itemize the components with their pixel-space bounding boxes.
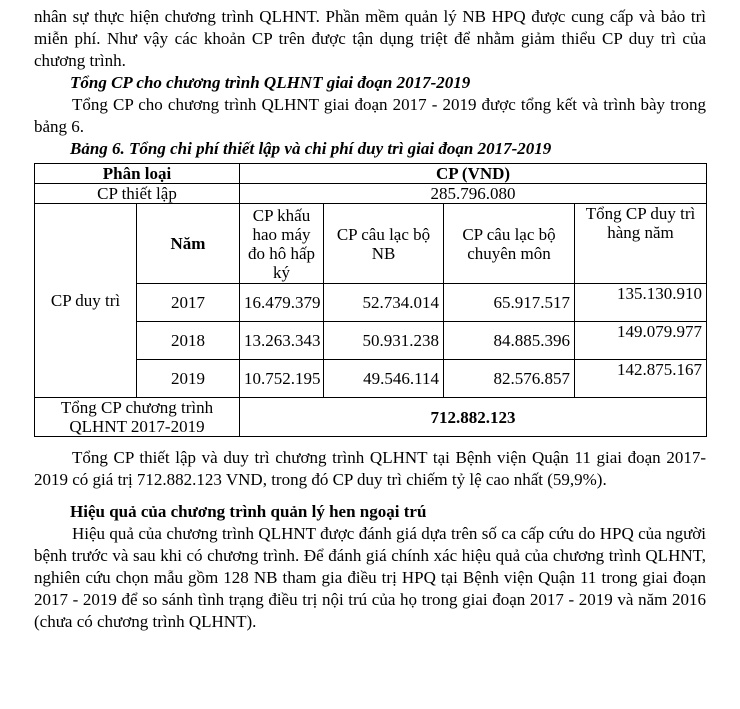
setup-cost-value: 285.796.080	[240, 184, 707, 204]
subheading-total-cost: Tổng CP cho chương trình QLHNT giai đoạn 2017-2019	[70, 73, 471, 92]
row-year: 2018	[137, 322, 240, 360]
setup-cost-label: CP thiết lập	[35, 184, 240, 204]
row-annual-total: 135.130.910	[575, 284, 707, 322]
header-category: Phân loại	[35, 164, 240, 184]
row-depreciation: 13.263.343	[240, 322, 324, 360]
row-annual-total: 142.875.167	[575, 360, 707, 398]
row-patient-club: 50.931.238	[324, 322, 444, 360]
paragraph-summary: Tổng CP thiết lập và duy trì chương trình QLHNT tại Bệnh viện Quận 11 giai đoạn 2017-2019 có giá trị 712.882.123 VND, trong đó CP duy trì chiếm tỷ lệ cao nhất (59,9%).	[34, 448, 706, 489]
row-depreciation: 16.479.379	[240, 284, 324, 322]
col-depreciation: CP khấu hao máy đo hô hấp ký	[240, 204, 324, 284]
row-depreciation: 10.752.195	[240, 360, 324, 398]
table-caption: Bảng 6. Tổng chi phí thiết lập và chi phí duy trì giai đoạn 2017-2019	[70, 139, 552, 158]
paragraph-total-cost: Tổng CP cho chương trình QLHNT giai đoạn 2017 - 2019 được tổng kết và trình bày trong bảng 6.	[34, 95, 706, 136]
row-annual-total: 149.079.977	[575, 322, 707, 360]
row-year: 2019	[137, 360, 240, 398]
row-expert-club: 82.576.857	[444, 360, 575, 398]
maintenance-cost-label: CP duy trì	[35, 204, 137, 398]
section-heading-effectiveness: Hiệu quả của chương trình quản lý hen ngoại trú	[70, 502, 427, 521]
row-expert-club: 65.917.517	[444, 284, 575, 322]
program-total-value: 712.882.123	[240, 398, 707, 437]
cost-table	[34, 163, 707, 437]
paragraph-intro: nhân sự thực hiện chương trình QLHNT. Phần mềm quản lý NB HPQ được cung cấp và bảo trì miễn phí. Như vậy các khoản CP trên được tận dụng triệt để nhằm giảm thiểu CP duy trì của chương trình.	[34, 7, 706, 70]
row-expert-club: 84.885.396	[444, 322, 575, 360]
col-year: Năm	[137, 204, 240, 284]
paragraph-effectiveness: Hiệu quả của chương trình QLHNT được đánh giá dựa trên số ca cấp cứu do HPQ của người bệnh trước và sau khi có chương trình. Để đánh giá chính xác hiệu quả của chương trình QLHNT, nghiên cứu chọn mẫu gồm 128 NB tham gia điều trị HPQ tại Bệnh viện Quận 11 trong giai đoạn 2017 - 2019 để so sánh tình trạng điều trị nội trú của họ trong giai đoạn 2017 - 2019 và năm 2016 (chưa có chương trình QLHNT).	[34, 524, 706, 631]
row-patient-club: 49.546.114	[324, 360, 444, 398]
col-annual-total: Tổng CP duy trì hàng năm	[575, 204, 707, 284]
col-expert-club: CP câu lạc bộ chuyên môn	[444, 204, 575, 284]
header-cost: CP (VND)	[240, 164, 707, 184]
row-patient-club: 52.734.014	[324, 284, 444, 322]
row-year: 2017	[137, 284, 240, 322]
document-page	[34, 6, 706, 633]
col-patient-club: CP câu lạc bộ NB	[324, 204, 444, 284]
program-total-label: Tổng CP chương trình QLHNT 2017-2019	[35, 398, 240, 437]
